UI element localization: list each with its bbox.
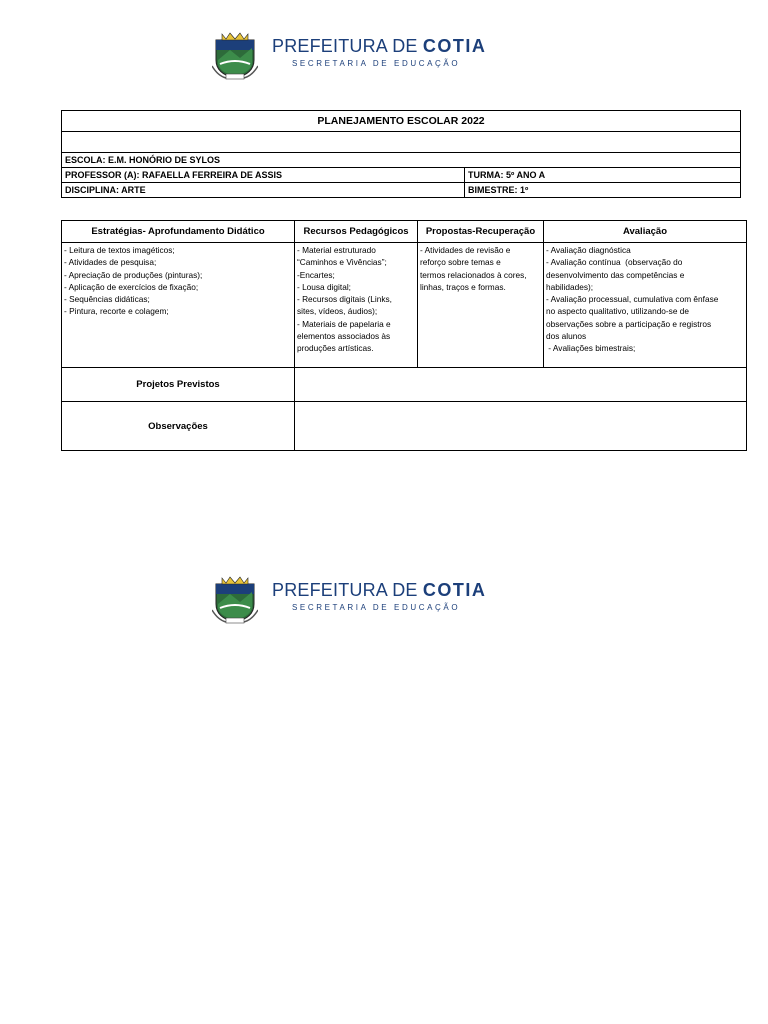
projetos-label: Projetos Previstos <box>62 368 295 402</box>
list-item: - Apreciação de produções (pinturas); <box>64 269 203 280</box>
column-header-estrategias: Estratégias- Aprofundamento Didático <box>62 221 295 243</box>
class-field: TURMA: 5º ANO A <box>465 168 741 183</box>
header-table <box>61 110 741 198</box>
recursos-cell <box>295 243 418 368</box>
list-item: - Leitura de textos imagéticos; <box>64 245 175 255</box>
list-item: - Aplicação de exercícios de fixação; <box>64 281 199 292</box>
brand-subtitle: SECRETARIA DE EDUCAÇÃO <box>292 603 461 612</box>
brand-prefix: PREFEITURA DE <box>272 580 423 600</box>
brand-name <box>272 36 486 57</box>
list-item: - Pintura, recorte e colagem; <box>64 306 169 317</box>
list-item: - Avaliação contínua (observação do <box>546 257 683 268</box>
brand-city: COTIA <box>422 36 487 56</box>
list-item: - Avaliação diagnóstica <box>546 245 631 255</box>
list-item: - Material estruturado <box>297 245 376 255</box>
term-field: BIMESTRE: 1º <box>465 183 741 198</box>
estrategias-cell <box>62 243 295 368</box>
list-item: -Encartes; <box>297 269 335 280</box>
list-item: dos alunos <box>546 331 587 342</box>
observacoes-label: Observações <box>62 402 295 451</box>
teacher-field: PROFESSOR (A): RAFAELLA FERREIRA DE ASSIS <box>62 168 465 183</box>
brand-prefix: PREFEITURA DE <box>272 36 423 56</box>
propostas-cell <box>418 243 544 368</box>
column-header-propostas: Propostas-Recuperação <box>418 221 544 243</box>
brand-name <box>272 580 486 601</box>
list-item: - Lousa digital; <box>297 281 351 292</box>
avaliacao-cell <box>544 243 747 368</box>
planning-table <box>61 220 747 451</box>
projetos-cell <box>295 368 747 402</box>
planning-title: PLANEJAMENTO ESCOLAR 2022 <box>62 111 741 132</box>
cotia-crest-icon <box>212 574 258 624</box>
school-field: ESCOLA: E.M. HONÓRIO DE SYLOS <box>62 153 741 168</box>
list-item: habilidades); <box>546 281 594 292</box>
list-item: “Caminhos e Vivências”; <box>297 257 387 268</box>
list-item: - Atividades de pesquisa; <box>64 257 157 268</box>
list-item: - Avaliações bimestrais; <box>546 343 636 354</box>
blank-row <box>62 132 741 153</box>
column-header-recursos: Recursos Pedagógicos <box>295 221 418 243</box>
list-item: - Recursos digitais (Links, <box>297 294 392 305</box>
brand-subtitle: SECRETARIA DE EDUCAÇÃO <box>292 59 461 68</box>
list-item: - Avaliação processual, cumulativa com ênfase <box>546 294 719 305</box>
list-item: sites, vídeos, áudios); <box>297 306 378 317</box>
list-item: no aspecto qualitativo, utilizando-se de <box>546 306 689 317</box>
list-item: termos relacionados à cores, <box>420 269 527 280</box>
list-item: observações sobre a participação e registros <box>546 318 712 329</box>
column-header-avaliacao: Avaliação <box>544 221 747 243</box>
list-item: - Materiais de papelaria e <box>297 318 391 329</box>
list-item: reforço sobre temas e <box>420 257 501 268</box>
prefeitura-logo <box>212 574 487 624</box>
brand-city: COTIA <box>422 580 487 600</box>
list-item: linhas, traços e formas. <box>420 281 506 292</box>
observacoes-cell <box>295 402 747 451</box>
cotia-crest-icon <box>212 30 258 80</box>
subject-field: DISCIPLINA: ARTE <box>62 183 465 198</box>
list-item: - Sequências didáticas; <box>64 294 150 305</box>
list-item: elementos associados às <box>297 331 391 342</box>
list-item: - Atividades de revisão e <box>420 245 511 255</box>
list-item: produções artísticas. <box>297 343 374 354</box>
list-item: desenvolvimento das competências e <box>546 269 685 280</box>
prefeitura-logo <box>212 30 487 80</box>
